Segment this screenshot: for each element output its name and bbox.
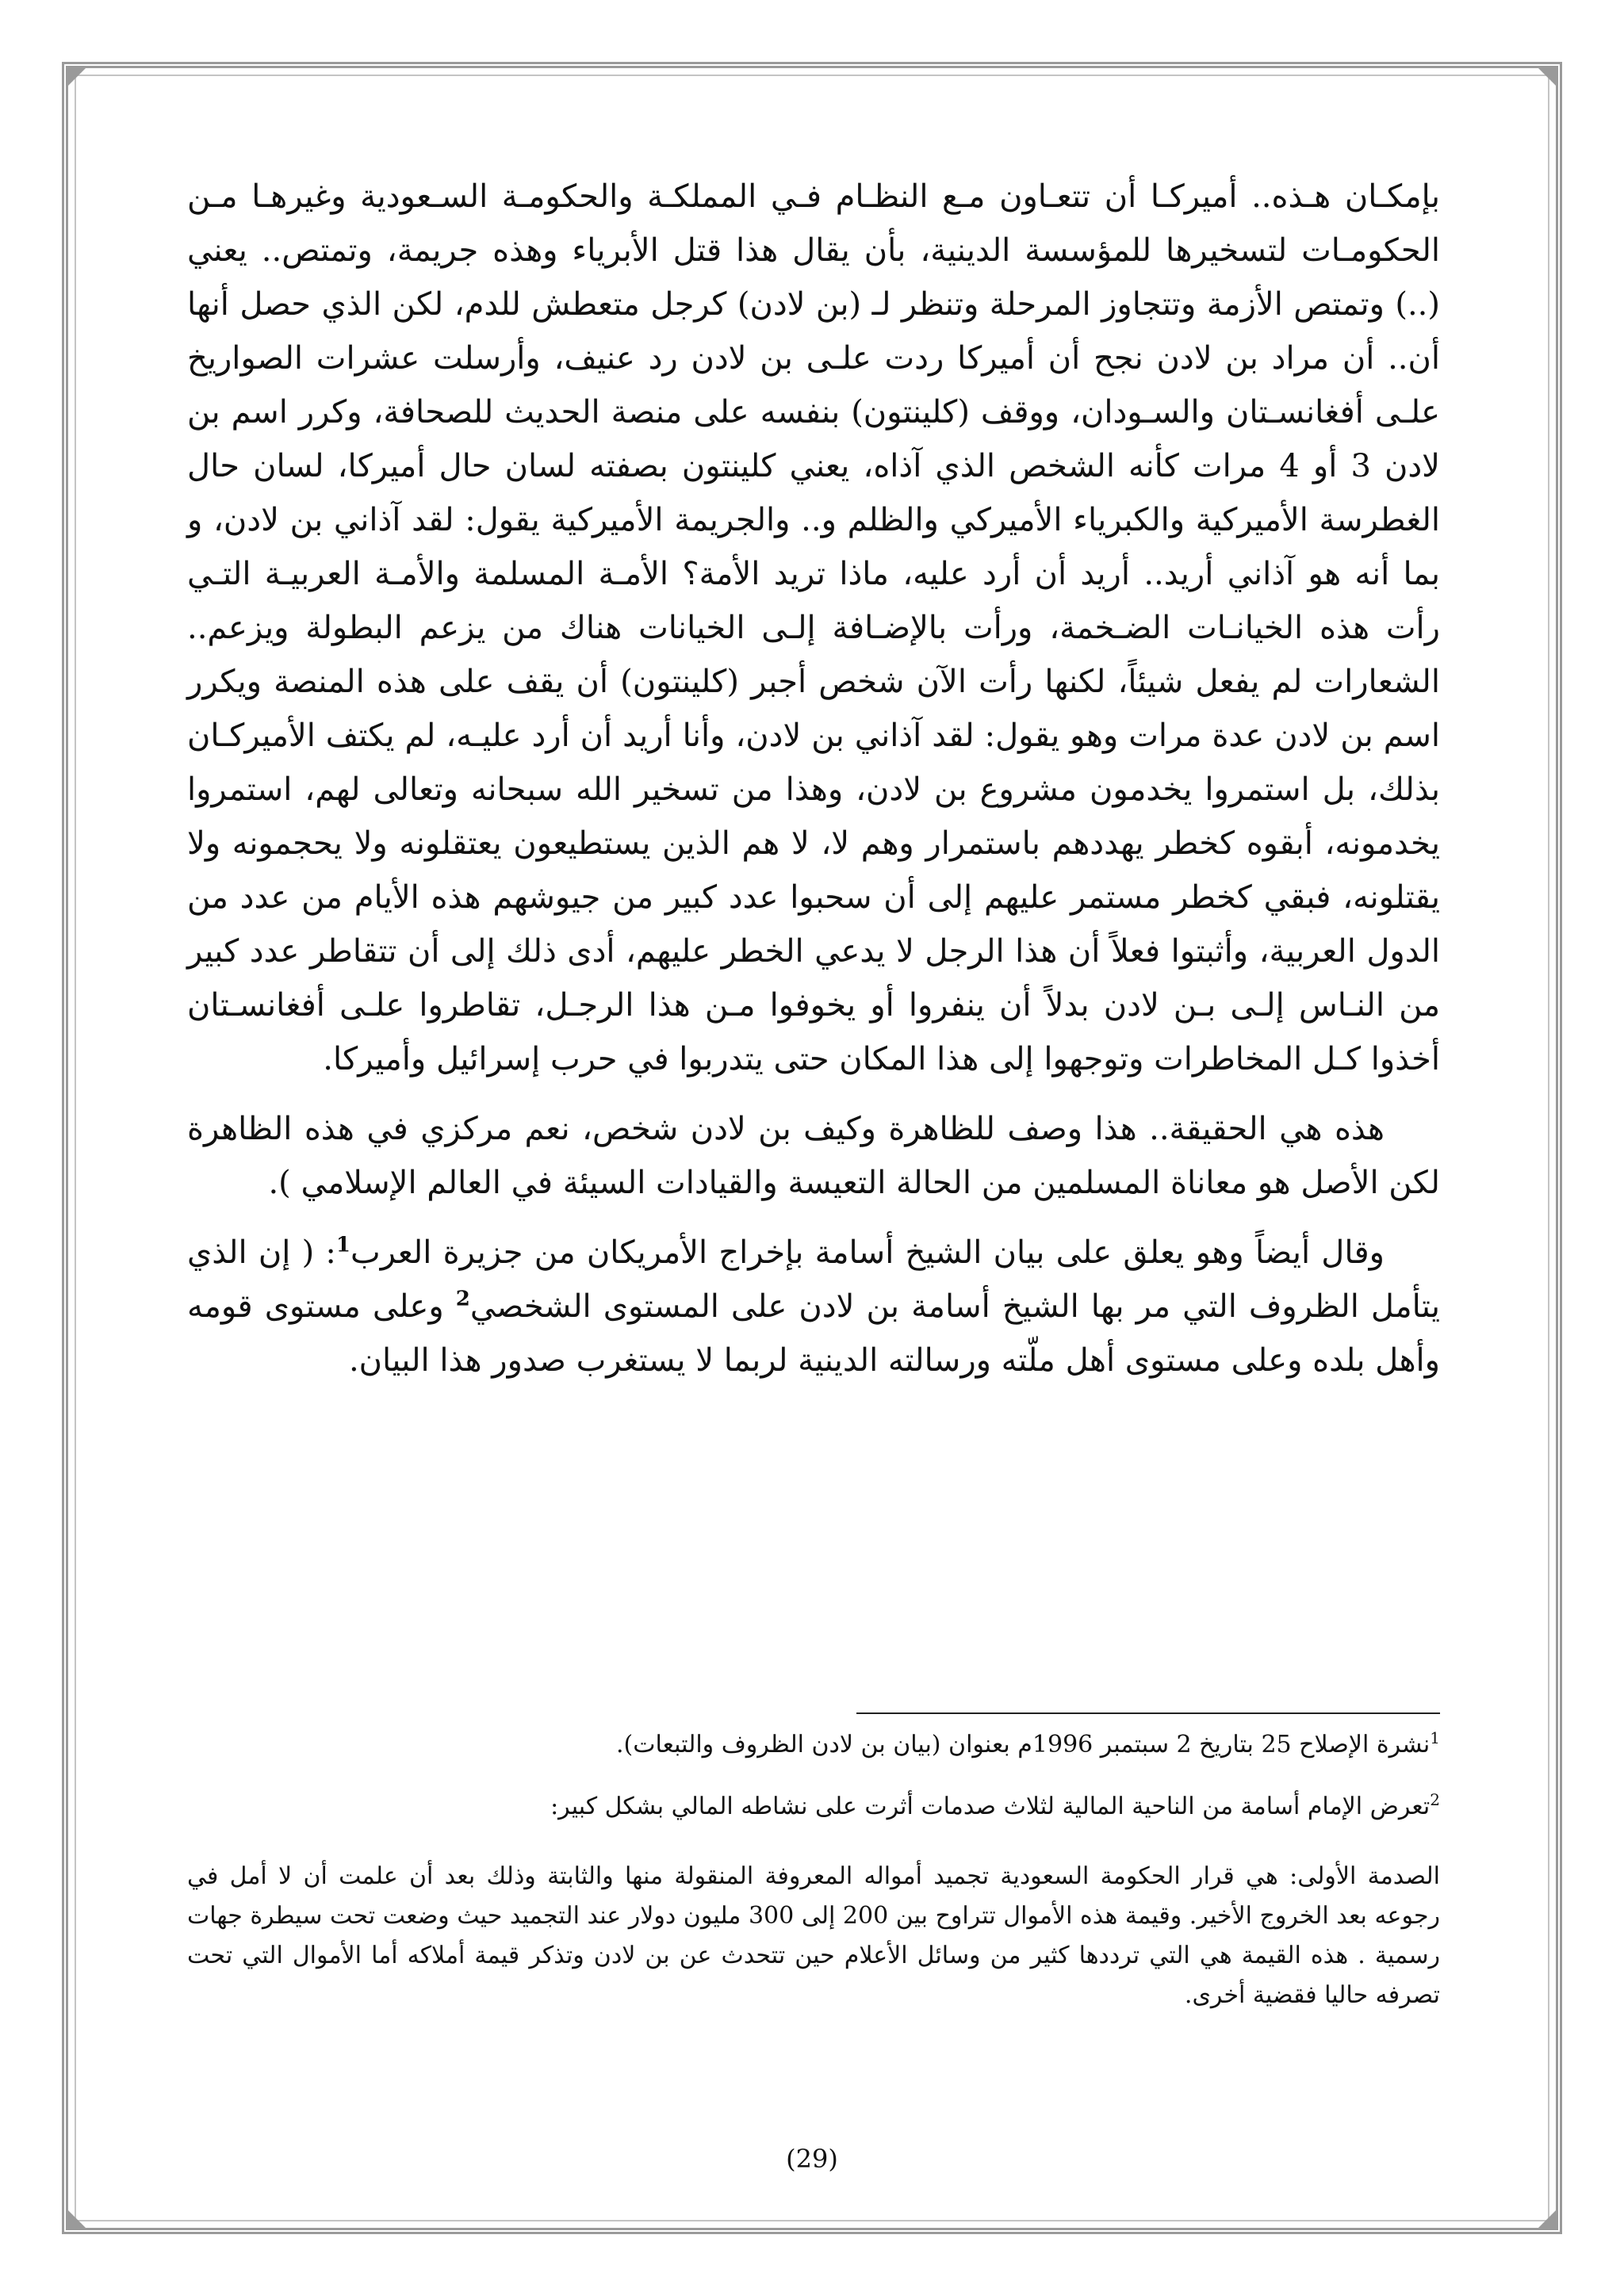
corner-ornament-top-right [1538,68,1556,86]
footnote-1-marker: 1 [1430,1728,1440,1747]
corner-ornament-top-left [68,68,86,86]
page-number: (29) [786,2144,838,2174]
footnote-ref-2[interactable]: 2 [455,1287,470,1311]
footnote-separator [856,1712,1440,1714]
paragraph-2: هذه هي الحقيقة.. هذا وصف للظاهرة وكيف بن لادن شخص، نعم مركزي في هذه الظاهرة لكن الأصل هو معاناة المسلمين من الحالة التعيسة والقيادات السيئة في العالم الإسلامي ). [187,1111,1440,1201]
footnote-2-marker: 2 [1430,1790,1440,1809]
footnote-2-text: تعرض الإمام أسامة من الناحية المالية لثلاث صدمات أثرت على نشاطه المالي بشكل كبير: [550,1793,1431,1820]
footnote-ref-1[interactable]: 1 [335,1233,350,1257]
paragraph-3 [187,1226,1440,1387]
paragraph-3-part-1: وقال أيضاً وهو يعلق على بيان الشيخ أسامة بإخراج الأمريكان من جزيرة العرب [350,1234,1385,1271]
corner-ornament-bottom-left [68,2210,86,2228]
footnote-2-detail: الصدمة الأولى: هي قرار الحكومة السعودية تجميد أمواله المعروفة المنقولة منها والثابتة وذلك بعد أن علمت أن لا أمل في رجوعه بعد الخروج الأخير. وقيمة هذه الأموال تتراوح بين 200 إلى 300 مليون دولار عند التجميد حيث وضعت تحت سيطرة جهات رسمية . هذه القيمة هي التي ترددها كثير من وسائل الأعلام حين تتحدث عن بن لادن وتذكر قيمة أملاكه أما الأموال التي تحت تصرفه حاليا فقضية أخرى. [187,1862,1440,2009]
paragraph-3-part-2: : ( إن الذي يتأمل الظروف التي مر بها الشيخ أسامة بن لادن على المستوى الشخصي [187,1234,1441,1325]
paragraph-1: بإمكـان هـذه.. أميركـا أن تتعـاون مـع النظـام فـي المملكـة والحكومـة السـعودية وغيرهـا مـن الحكومـات لتسخيرها للمؤسسة الدينية، بأن يقال هذا قتل الأبرياء وهذه جريمة، وتمتص.. يعني (..) وتمتص الأزمة وتتجاوز المرحلة وتنظر لـ (بن لادن) كرجل متعطش للدم، لكن الذي حصل أنها أن.. أن مراد بن لادن نجح أن أميركا ردت علـى بن لادن رد عنيف، وأرسلت عشرات الصواريخ علـى أفغانسـتان والسـودان، ووقف (كلينتون) بنفسه على منصة الحديث للصحافة، وكرر اسم بن لادن 3 أو 4 مرات كأنه الشخص الذي آذاه، يعني كلينتون بصفته لسان حال أميركا، لسان حال الغطرسة الأميركية والكبرياء الأميركي والظلم و.. والجريمة الأميركية يقول: لقد آذاني بن لادن، و بما أنه هو آذاني أريد.. أريد أن أرد عليه، ماذا تريد الأمة؟ الأمـة المسلمة والأمـة العربيـة التـي رأت هذه الخيانـات الضـخمة، ورأت بالإضـافة إلـى الخيانات هناك من يزعم البطولة ويزعم.. الشعارات لم يفعل شيئاً، لكنها رأت الآن شخص أجبر (كلينتون) أن يقف على هذه المنصة ويكرر اسم بن لادن عدة مرات وهو يقول: لقد آذاني بن لادن، وأنا أريد أن أرد عليـه، لم يكتف الأميركـان بذلك، بل استمروا يخدمون مشروع بن لادن، وهذا من تسخير الله سبحانه وتعالى لهم، استمروا يخدمونه، أبقوه كخطر يهددهم باستمرار وهم لا، لا هم الذين يستطيعون يعتقلونه ولا يحجمونه ولا يقتلونه، فبقي كخطر مستمر عليهم إلى أن سحبوا عدد كبير من جيوشهم هذه الأيام من عدد من الدول العربية، وأثبتوا فعلاً أن هذا الرجل لا يدعي الخطر عليهم، أدى ذلك إلى أن تتقاطر عدد كبير من النـاس إلـى بـن لادن بدلاً أن ينفروا أو يخوفوا مـن هذا الرجـل، تقاطروا علـى أفغانسـتان أخذوا كـل المخاطرات وتوجهوا إلى هذا المكان حتى يتدربوا في حرب إسرائيل وأميركا. [187,178,1441,1077]
footnotes [187,1725,1440,2038]
footnote-1-text: نشرة الإصلاح 25 بتاريخ 2 سبتمبر 1996م بعنوان (بيان بن لادن الظروف والتبعات). [616,1731,1431,1758]
paragraph-3-part-3: وعلى مستوى قومه وأهل بلده وعلى مستوى أهل ملّته ورسالته الدينية لربما لا يستغرب صدور هذا البيان. [187,1288,1440,1379]
main-text [187,170,1440,1403]
footnote-2 [187,1787,1440,1827]
footnote-1 [187,1725,1440,1765]
corner-ornament-bottom-right [1538,2210,1556,2228]
